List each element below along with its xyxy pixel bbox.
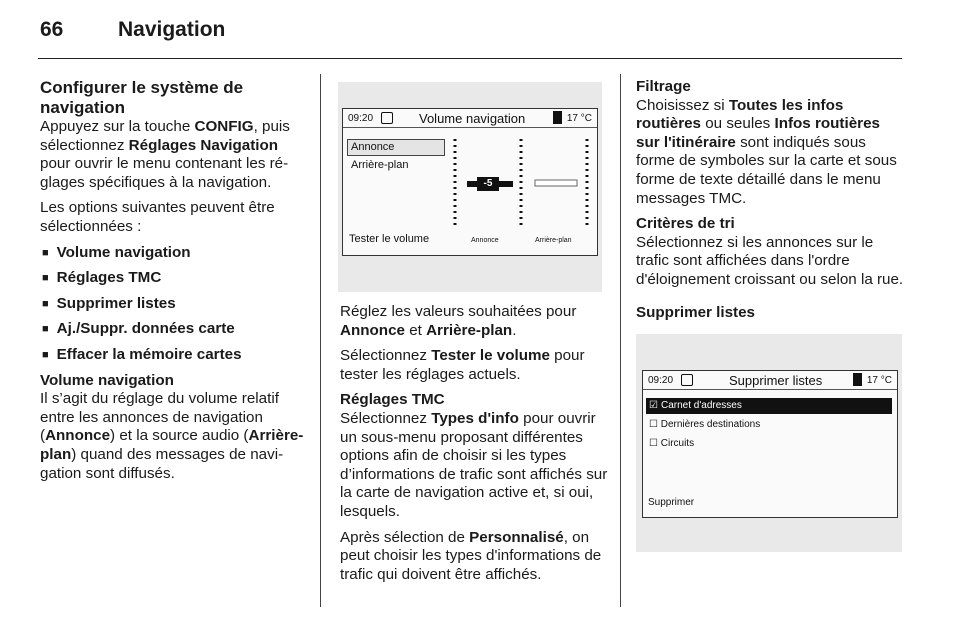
list-item: ■ Réglages TMC <box>40 269 308 289</box>
paragraph: Les options suivantes peuvent être sélectionnées : <box>40 199 275 235</box>
volume-sliders <box>447 137 597 231</box>
status-bar <box>343 109 597 128</box>
clock-time: 09:20 <box>348 113 374 124</box>
list-item: ■ Effacer la mémoire cartes <box>40 346 308 366</box>
clock-icon <box>381 112 393 124</box>
paragraph: Il s’agit du réglage du volume relatif entre les annonces de navigation (Annonce) et la source audio (Arrière-plan) quand des messages de navi-gation sont diffusés. <box>40 390 304 482</box>
section-heading: Configurer le système de navigation <box>40 78 244 117</box>
status-bar <box>643 371 897 390</box>
subheading: Critères de tri <box>636 215 735 233</box>
list-item-carnet-adresses[interactable]: ☑ Carnet d'adresses <box>646 398 892 414</box>
checkbox-icon[interactable]: ☐ <box>649 419 658 430</box>
column-1 <box>40 78 308 490</box>
figure-volume-navigation <box>338 82 602 292</box>
list-item-circuits[interactable]: ☐ Circuits <box>649 438 695 449</box>
paragraph: Après sélection de Personnalisé, on peut choisir les types d'informations de trafic qui doivent être affichés. <box>340 528 602 583</box>
paragraph: Sélectionnez si les annonces sur le trafic sont affichées dans l'ordre d'éloignement croissant ou selon la rue. <box>636 233 904 288</box>
column-2 <box>340 303 608 591</box>
paragraph: Réglez les valeurs souhaitées pour Annonce et Arrière-plan. <box>340 303 577 339</box>
column-3 <box>636 78 904 322</box>
menu-item-annonce[interactable]: Annonce <box>347 139 445 156</box>
clock-icon <box>681 374 693 386</box>
list-item: ■ Supprimer listes <box>40 295 308 315</box>
screen-supprimer-listes <box>642 370 898 518</box>
menu-item-arriere-plan[interactable]: Arrière-plan <box>351 159 409 171</box>
list-item: ■ Aj./Suppr. données carte <box>40 320 308 340</box>
paragraph: Choisissez si Toutes les infos routières ou seules Infos routières sur l'itinéraire sont indiqués sous forme de symboles sur la carte et sous forme de texte détaillé dans le menu messages TMC. <box>636 96 897 207</box>
thermometer-icon <box>853 373 862 386</box>
slider-label-arriere-plan: Arrière-plan <box>535 237 572 244</box>
subheading: Filtrage <box>636 78 691 95</box>
thermometer-icon <box>553 111 562 124</box>
subheading: Supprimer listes <box>636 303 756 321</box>
screen-title: Volume navigation <box>419 111 526 126</box>
paragraph: Appuyez sur la touche CONFIG, puis sélectionnez Réglages Navigation pour ouvrir le menu contenant les ré-glages spécifiques à la navigation. <box>40 118 290 191</box>
screen-title: Supprimer listes <box>729 373 823 388</box>
slider-label-annonce: Annonce <box>471 237 499 244</box>
paragraph: Sélectionnez Types d'info pour ouvrir un sous-menu proposant différentes options afin de choisir si les types d’informations de trafic sont affichés sur la carte de navigation active et, si oui, lesquels. <box>340 409 608 520</box>
checkbox-icon[interactable]: ☐ <box>649 438 658 449</box>
temperature: 17 °C <box>566 113 592 124</box>
slider-arriere-plan-thumb[interactable] <box>535 180 577 186</box>
column-divider <box>620 74 621 607</box>
header-rule <box>38 58 902 59</box>
page-number: 66 <box>40 18 64 41</box>
menu-item-tester-le-volume[interactable]: Tester le volume <box>349 233 430 245</box>
clock-time: 09:20 <box>648 375 674 386</box>
figure-supprimer-listes <box>636 334 902 552</box>
page-header-title: Navigation <box>118 18 226 41</box>
subheading: Volume navigation <box>40 371 174 389</box>
list-item-dernieres-destinations[interactable]: ☐ Dernières destinations <box>649 419 761 430</box>
options-list <box>40 244 308 366</box>
slider-value: -5 <box>477 177 499 191</box>
subheading: Réglages TMC <box>340 391 445 409</box>
screen-volume-navigation <box>342 108 598 256</box>
list-item: ■ Volume navigation <box>40 244 308 264</box>
column-divider <box>320 74 321 607</box>
paragraph: Sélectionnez Tester le volume pour tester les réglages actuels. <box>340 347 585 383</box>
supprimer-button[interactable]: Supprimer <box>648 497 695 508</box>
temperature: 17 °C <box>866 375 892 386</box>
checkbox-checked-icon[interactable]: ☑ <box>649 400 658 411</box>
